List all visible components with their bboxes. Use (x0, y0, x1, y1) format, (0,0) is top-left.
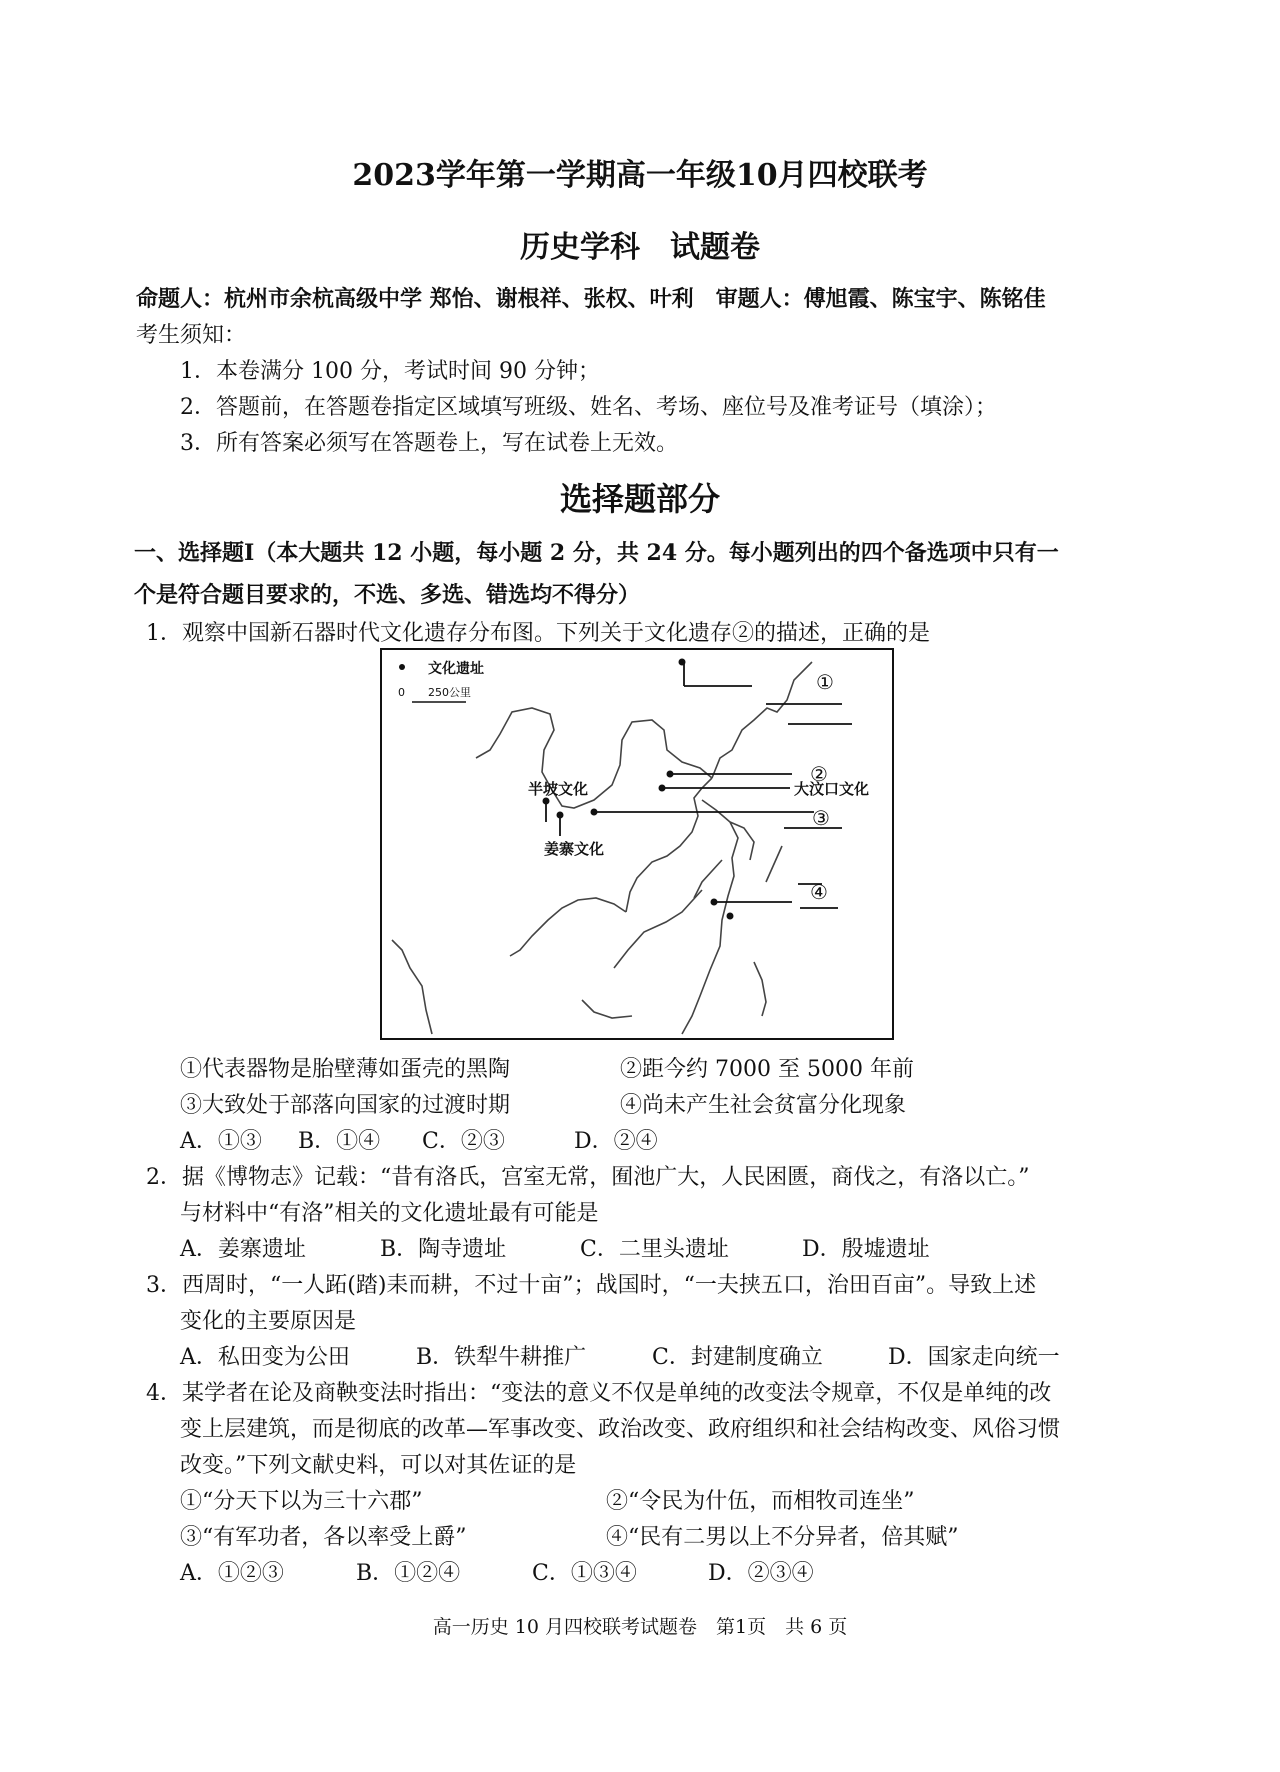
neolithic-culture-map (380, 648, 894, 1040)
q4-option-c: C．①③④ (532, 1561, 637, 1586)
q3-option-b: B．铁犁牛耕推广 (416, 1345, 587, 1370)
q3-options (180, 1340, 1060, 1371)
q4-statement-3: ③“有军功者，各以率受上爵” (180, 1525, 467, 1550)
q2-stem-line1: 2．据《博物志》记载：“昔有洛氏，宫室无常，囿池广大，人民困匮，商伐之，有洛以亡。” (146, 1165, 1030, 1190)
q2-options (180, 1232, 930, 1263)
q1-option-b: B．①④ (298, 1129, 381, 1154)
part1-instructions-line2: 个是符合题目要求的，不选、多选、错选均不得分） (134, 582, 641, 608)
authors-line: 命题人：杭州市余杭高级中学 郑怡、谢根祥、张权、叶利 审题人：傅旭霞、陈宝宇、陈铭佳 (136, 286, 1046, 312)
map-legend-site: 文化遗址 (428, 661, 484, 677)
q3-stem-line1: 3．西周时，“一人跖(踏)耒而耕，不过十亩”；战国时，“一夫挟五口，治田百亩”。导致上述 (146, 1273, 1037, 1298)
notice-item-2: 2．答题前，在答题卷指定区域填写班级、姓名、考场、座位号及准考证号（填涂）； (180, 395, 997, 420)
q1-option-c: C．②③ (422, 1129, 505, 1154)
q3-option-a: A．私田变为公田 (180, 1345, 350, 1370)
q1-option-d: D．②④ (574, 1129, 658, 1154)
q1-options (180, 1124, 658, 1155)
q2-stem-line2: 与材料中“有洛”相关的文化遗址最有可能是 (180, 1201, 599, 1226)
q4-statement-2: ②“令民为什伍，而相牧司连坐” (606, 1489, 915, 1514)
exam-subtitle: 历史学科 试题卷 (520, 230, 760, 265)
q2-option-b: B．陶寺遗址 (380, 1237, 507, 1262)
q4-option-a: A．①②③ (180, 1561, 284, 1586)
exam-title: 2023学年第一学期高一年级10月四校联考 (352, 158, 928, 193)
q1-statement-3: ③大致处于部落向国家的过渡时期 (180, 1093, 511, 1118)
notice-item-3: 3．所有答案必须写在答题卷上，写在试卷上无效。 (180, 431, 678, 456)
q3-option-c: C．封建制度确立 (652, 1345, 823, 1370)
map-marker-2: ② (810, 762, 828, 786)
map-drawing (382, 650, 892, 1038)
q1-option-a: A．①③ (180, 1129, 262, 1154)
q2-option-d: D．殷墟遗址 (802, 1237, 930, 1262)
part1-instructions-line1: 一、选择题Ⅰ（本大题共 12 小题，每小题 2 分，共 24 分。每小题列出的四个备选项中只有一 (134, 540, 1059, 566)
map-label-dawenkou: 大汶口文化 (794, 780, 870, 798)
notice-heading: 考生须知： (136, 323, 247, 348)
q4-option-d: D．②③④ (708, 1561, 814, 1586)
map-scale-zero: 0 (398, 686, 405, 699)
q1-statement-2: ②距今约 7000 至 5000 年前 (620, 1057, 914, 1082)
page-footer: 高一历史 10 月四校联考试题卷 第1页 共 6 页 (432, 1616, 848, 1638)
q1-stem: 1．观察中国新石器时代文化遗存分布图。下列关于文化遗存②的描述，正确的是 (146, 621, 930, 646)
map-marker-3: ③ (812, 806, 830, 830)
section-title: 选择题部分 (559, 480, 720, 518)
q3-option-d: D．国家走向统一 (888, 1345, 1060, 1370)
q4-statement-4: ④“民有二男以上不分异者，倍其赋” (606, 1525, 959, 1550)
notice-item-1: 1．本卷满分 100 分，考试时间 90 分钟； (180, 359, 600, 384)
map-scale-label: 250公里 (428, 686, 471, 699)
q4-option-b: B．①②④ (356, 1561, 461, 1586)
map-marker-4: ④ (810, 880, 828, 904)
map-marker-1: ① (816, 670, 834, 694)
q1-statement-4: ④尚未产生社会贫富分化现象 (620, 1093, 907, 1118)
q4-stem-line1: 4．某学者在论及商鞅变法时指出：“变法的意义不仅是单纯的改变法令规章，不仅是单纯的改 (146, 1381, 1052, 1406)
q4-statement-1: ①“分天下以为三十六郡” (180, 1489, 423, 1514)
map-label-banpo: 半坡文化 (528, 780, 589, 798)
q4-options (180, 1556, 814, 1587)
q2-option-c: C．二里头遗址 (580, 1237, 729, 1262)
q4-stem-line2: 变上层建筑，而是彻底的改革—军事改变、政治改变、政府组织和社会结构改变、风俗习惯 (180, 1417, 1061, 1442)
q2-option-a: A．姜寨遗址 (180, 1237, 306, 1262)
q3-stem-line2: 变化的主要原因是 (180, 1309, 357, 1334)
map-label-jiangzhai: 姜寨文化 (544, 840, 605, 858)
q1-statement-1: ①代表器物是胎壁薄如蛋壳的黑陶 (180, 1057, 511, 1082)
q4-stem-line3: 改变。”下列文献史料，可以对其佐证的是 (180, 1453, 577, 1478)
